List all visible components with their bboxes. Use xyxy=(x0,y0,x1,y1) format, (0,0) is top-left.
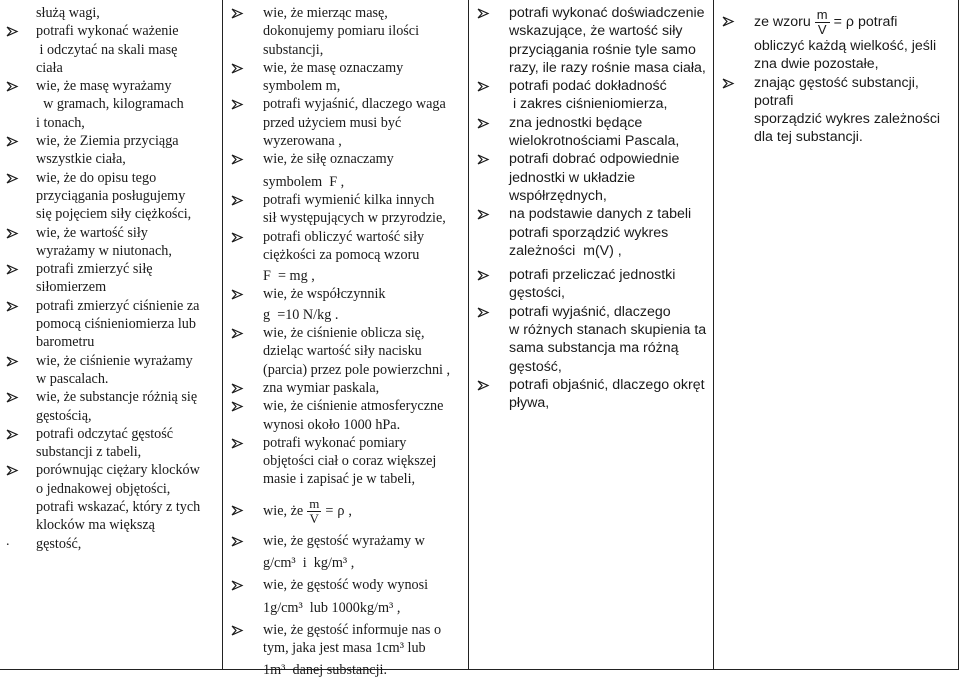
list-item xyxy=(231,658,464,679)
list-item xyxy=(6,425,218,462)
item-text: na podstawie danych z tabeli xyxy=(509,206,692,223)
list-item xyxy=(6,461,218,552)
arrow-bullet-icon xyxy=(477,154,489,165)
item-text: wie, że Ziemia przyciąga xyxy=(36,133,179,150)
item-text: gęstości, xyxy=(509,285,565,302)
item-text: ciężkości za pomocą wzoru xyxy=(263,246,420,263)
item-text: gęstością, xyxy=(36,407,92,424)
item-text: klocków ma większą xyxy=(36,517,155,534)
item-text: wielokrotnościami Pascala, xyxy=(509,133,680,150)
item-text: i odczytać na skali masę xyxy=(36,41,178,58)
item-text: wie, że gęstość wody wynosi xyxy=(263,577,429,594)
list-item xyxy=(231,621,464,658)
item-text: wie, że masę oznaczamy xyxy=(263,59,404,76)
item-text: potrafi przeliczać jednostki xyxy=(509,267,676,284)
column-4 xyxy=(713,0,958,669)
item-text: służą wagi, xyxy=(36,5,100,21)
list-item xyxy=(722,4,954,37)
arrow-bullet-icon xyxy=(231,401,243,412)
arrow-bullet-icon xyxy=(231,99,243,110)
arrow-bullet-icon xyxy=(6,356,18,367)
item-text: sama substancja ma różną xyxy=(509,340,679,357)
list-item xyxy=(6,22,218,77)
item-text: jednostki w układzie xyxy=(509,169,636,186)
arrow-bullet-icon xyxy=(6,26,18,37)
item-text: ze wzoru xyxy=(754,14,811,31)
item-text: objętości ciał o coraz większej xyxy=(263,453,437,470)
item-text: symbolem m, xyxy=(263,78,341,95)
item-text: wskazujące, że wartość siły xyxy=(509,23,683,40)
arrow-bullet-icon xyxy=(477,380,489,391)
arrow-bullet-icon xyxy=(477,81,489,92)
list-item xyxy=(231,228,464,265)
list-item xyxy=(6,132,218,169)
item-text: wie, że substancje różnią się xyxy=(36,389,198,406)
column-4-list xyxy=(722,4,954,147)
item-text: w pascalach. xyxy=(36,370,109,387)
list-item xyxy=(6,169,218,224)
arrow-bullet-icon xyxy=(231,536,243,547)
list-item xyxy=(6,4,218,22)
list-item xyxy=(477,303,709,376)
item-text: wie, że wartość siły xyxy=(36,224,148,241)
gravity-coefficient-text: g =10 N/kg . xyxy=(263,306,339,323)
item-text: potrafi zmierzyć siłę xyxy=(36,261,153,278)
list-item xyxy=(477,205,709,260)
list-item xyxy=(6,388,218,425)
item-text: potrafi podać dokładność xyxy=(509,78,667,95)
density-formula xyxy=(754,8,897,37)
item-text: sporządzić wykres zależności xyxy=(754,111,941,128)
arrow-bullet-icon xyxy=(231,328,243,339)
item-text: potrafi odczytać gęstość xyxy=(36,425,174,442)
column-3 xyxy=(468,0,713,669)
column-3-list xyxy=(477,4,709,413)
item-text: potrafi sporządzić wykres xyxy=(509,224,669,241)
item-text: tym, jaka jest masa 1cm³ lub xyxy=(263,640,426,657)
list-item xyxy=(231,379,464,397)
item-text: zna dwie pozostałe, xyxy=(754,56,879,73)
item-text: (parcia) przez pole powierzchni , xyxy=(263,361,451,378)
arrow-bullet-icon xyxy=(231,383,243,394)
item-text: wie, że ciśnienie atmosferyczne xyxy=(263,398,444,415)
item-text: wie, że masę wyrażamy xyxy=(36,78,172,95)
item-text: dzieląc wartość siły nacisku xyxy=(263,343,422,360)
arrow-bullet-icon xyxy=(722,16,734,27)
item-text: przyciągania posługujemy xyxy=(36,187,186,204)
arrow-bullet-icon xyxy=(6,301,18,312)
item-text: potrafi wykonać pomiary xyxy=(263,434,407,451)
arrow-bullet-icon xyxy=(231,505,243,516)
arrow-bullet-icon xyxy=(477,8,489,19)
item-text: potrafi wyjaśnić, dlaczego waga xyxy=(263,96,446,113)
arrow-bullet-icon xyxy=(231,580,243,591)
arrow-bullet-icon xyxy=(231,438,243,449)
item-text: wie, że ciśnienie oblicza się, xyxy=(263,325,425,342)
list-item xyxy=(477,376,709,413)
item-text: 1m³ danej substancji. xyxy=(263,661,388,678)
item-text: i zakres ciśnieniomierza, xyxy=(509,96,668,113)
item-text: wie, że xyxy=(263,503,304,520)
item-text: zna jednostki będące xyxy=(509,114,643,131)
equals-sign: = xyxy=(833,14,842,31)
list-item xyxy=(6,352,218,389)
column-1-list xyxy=(6,4,218,553)
arrow-bullet-icon xyxy=(722,78,734,89)
rho-symbol: ρ xyxy=(337,503,345,520)
list-item xyxy=(477,260,709,303)
arrow-bullet-icon xyxy=(6,81,18,92)
item-text: pomocą ciśnieniomierza lub xyxy=(36,316,196,333)
list-item xyxy=(231,150,464,168)
item-text: potrafi wymienić kilka innych xyxy=(263,191,435,208)
arrow-bullet-icon xyxy=(6,429,18,440)
formula-tail: , xyxy=(348,503,352,520)
list-item xyxy=(231,489,464,532)
item-text: wie, że do opisu tego xyxy=(36,169,157,186)
item-text: siłomierzem xyxy=(36,279,107,296)
item-text: współrzędnych, xyxy=(509,187,607,204)
list-item xyxy=(231,397,464,434)
list-item xyxy=(231,95,464,150)
item-text: potrafi wykonać ważenie xyxy=(36,23,179,40)
list-item xyxy=(231,434,464,489)
arrow-bullet-icon xyxy=(231,63,243,74)
item-text: i tonach, xyxy=(36,114,85,131)
item-text: obliczyć każdą wielkość, jeśli xyxy=(754,38,937,54)
equals-sign: = xyxy=(325,503,334,520)
arrow-bullet-icon xyxy=(6,264,18,275)
item-text: wyrażamy w niutonach, xyxy=(36,242,172,259)
fraction-numerator: m xyxy=(309,495,320,511)
arrow-bullet-icon xyxy=(6,392,18,403)
list-item xyxy=(477,150,709,205)
list-item xyxy=(231,264,464,285)
force-symbol-text: symbolem F , xyxy=(263,173,345,190)
arrow-bullet-icon xyxy=(477,118,489,129)
item-text: barometru xyxy=(36,334,95,351)
item-text: wszystkie ciała, xyxy=(36,151,126,168)
item-text: wyzerowana , xyxy=(263,133,342,150)
arrow-bullet-icon xyxy=(231,625,243,636)
arrow-bullet-icon xyxy=(6,228,18,239)
fraction-numerator: m xyxy=(816,7,828,22)
item-text: wie, że współczynnik xyxy=(263,286,386,303)
item-text: wie, że siłę oznaczamy xyxy=(263,151,394,168)
item-text: razy, ile razy rośnie masa ciała, xyxy=(509,59,706,76)
item-text: wie, że gęstość informuje nas o xyxy=(263,621,442,638)
list-item xyxy=(231,191,464,228)
item-text: zależności m(V) , xyxy=(509,242,622,259)
item-text: sił występujących w przyrodzie, xyxy=(263,210,446,227)
formula-tail: potrafi xyxy=(858,14,898,31)
list-item xyxy=(231,304,464,324)
arrow-bullet-icon xyxy=(6,136,18,147)
arrow-bullet-icon xyxy=(231,154,243,165)
fraction-denominator: V xyxy=(817,22,827,37)
column-1 xyxy=(0,0,222,669)
arrow-bullet-icon xyxy=(6,465,18,476)
item-text: wynosi około 1000 hPa. xyxy=(263,416,401,433)
item-text: potrafi wskazać, który z tych xyxy=(36,499,201,516)
list-item xyxy=(231,324,464,379)
list-item xyxy=(231,4,464,59)
item-text: w gramach, kilogramach xyxy=(36,96,184,113)
water-density-text: 1g/cm³ lub 1000kg/m³ , xyxy=(263,599,401,616)
item-text: w różnych stanach skupienia ta xyxy=(509,322,707,339)
density-fraction xyxy=(307,497,321,526)
arrow-bullet-icon xyxy=(231,8,243,19)
list-item xyxy=(6,77,218,132)
list-item xyxy=(231,576,464,594)
item-text: potrafi objaśnić, dlaczego okręt xyxy=(509,376,705,393)
density-formula xyxy=(263,497,352,526)
item-text: porównując ciężary klocków xyxy=(36,462,200,479)
item-text: dokonujemy pomiaru ilości xyxy=(263,23,420,40)
list-item xyxy=(231,532,464,550)
item-text: potrafi wykonać doświadczenie xyxy=(509,5,705,21)
item-text: wie, że mierząc masę, xyxy=(263,5,388,21)
arrow-bullet-icon xyxy=(6,173,18,184)
density-units-text: g/cm³ i kg/m³ , xyxy=(263,555,355,572)
list-item xyxy=(6,224,218,261)
list-item xyxy=(6,297,218,352)
item-text: wie, że gęstość wyrażamy w xyxy=(263,532,425,549)
item-text: gęstość, xyxy=(36,535,82,552)
list-item xyxy=(722,74,954,147)
arrow-bullet-icon xyxy=(477,270,489,281)
item-text: o jednakowej objętości, xyxy=(36,480,171,497)
list-item xyxy=(231,59,464,96)
arrow-bullet-icon xyxy=(477,209,489,220)
arrow-bullet-icon xyxy=(231,195,243,206)
item-text: gęstość, xyxy=(509,358,562,375)
fraction-denominator: V xyxy=(309,510,319,526)
item-text: substancji z tabeli, xyxy=(36,444,142,461)
weight-formula-text: F = mg , xyxy=(263,268,315,285)
item-text: wie, że ciśnienie wyrażamy xyxy=(36,352,193,369)
list-item xyxy=(477,114,709,151)
item-text: potrafi zmierzyć ciśnienie za xyxy=(36,297,200,314)
item-text: substancji, xyxy=(263,41,324,58)
trailing-dot: . xyxy=(6,534,10,549)
item-text: się pojęciem siły ciężkości, xyxy=(36,206,192,223)
item-text: przed użyciem musi być xyxy=(263,114,402,131)
list-item xyxy=(722,37,954,74)
list-item xyxy=(6,260,218,297)
list-item xyxy=(231,550,464,576)
density-fraction xyxy=(815,8,830,37)
item-text: znając gęstość substancji, potrafi xyxy=(754,74,923,109)
list-item xyxy=(477,77,709,114)
list-item xyxy=(477,4,709,77)
list-item xyxy=(231,595,464,621)
item-text: potrafi dobrać odpowiednie xyxy=(509,151,680,168)
arrow-bullet-icon xyxy=(477,307,489,318)
arrow-bullet-icon xyxy=(231,289,243,300)
rho-symbol: ρ xyxy=(845,14,854,31)
item-text: dla tej substancji. xyxy=(754,129,863,146)
item-text: pływa, xyxy=(509,395,550,412)
item-text: przyciągania rośnie tyle samo xyxy=(509,41,696,58)
item-text: potrafi obliczyć wartość siły xyxy=(263,228,425,245)
item-text: zna wymiar paskala, xyxy=(263,379,380,396)
list-item xyxy=(231,169,464,191)
item-text: ciała xyxy=(36,59,63,76)
column-2 xyxy=(222,0,468,678)
list-item xyxy=(231,285,464,303)
item-text: potrafi wyjaśnić, dlaczego xyxy=(509,303,671,320)
column-2-list xyxy=(231,4,464,679)
arrow-bullet-icon xyxy=(231,232,243,243)
item-text: masie i zapisać je w tabeli, xyxy=(263,471,416,488)
